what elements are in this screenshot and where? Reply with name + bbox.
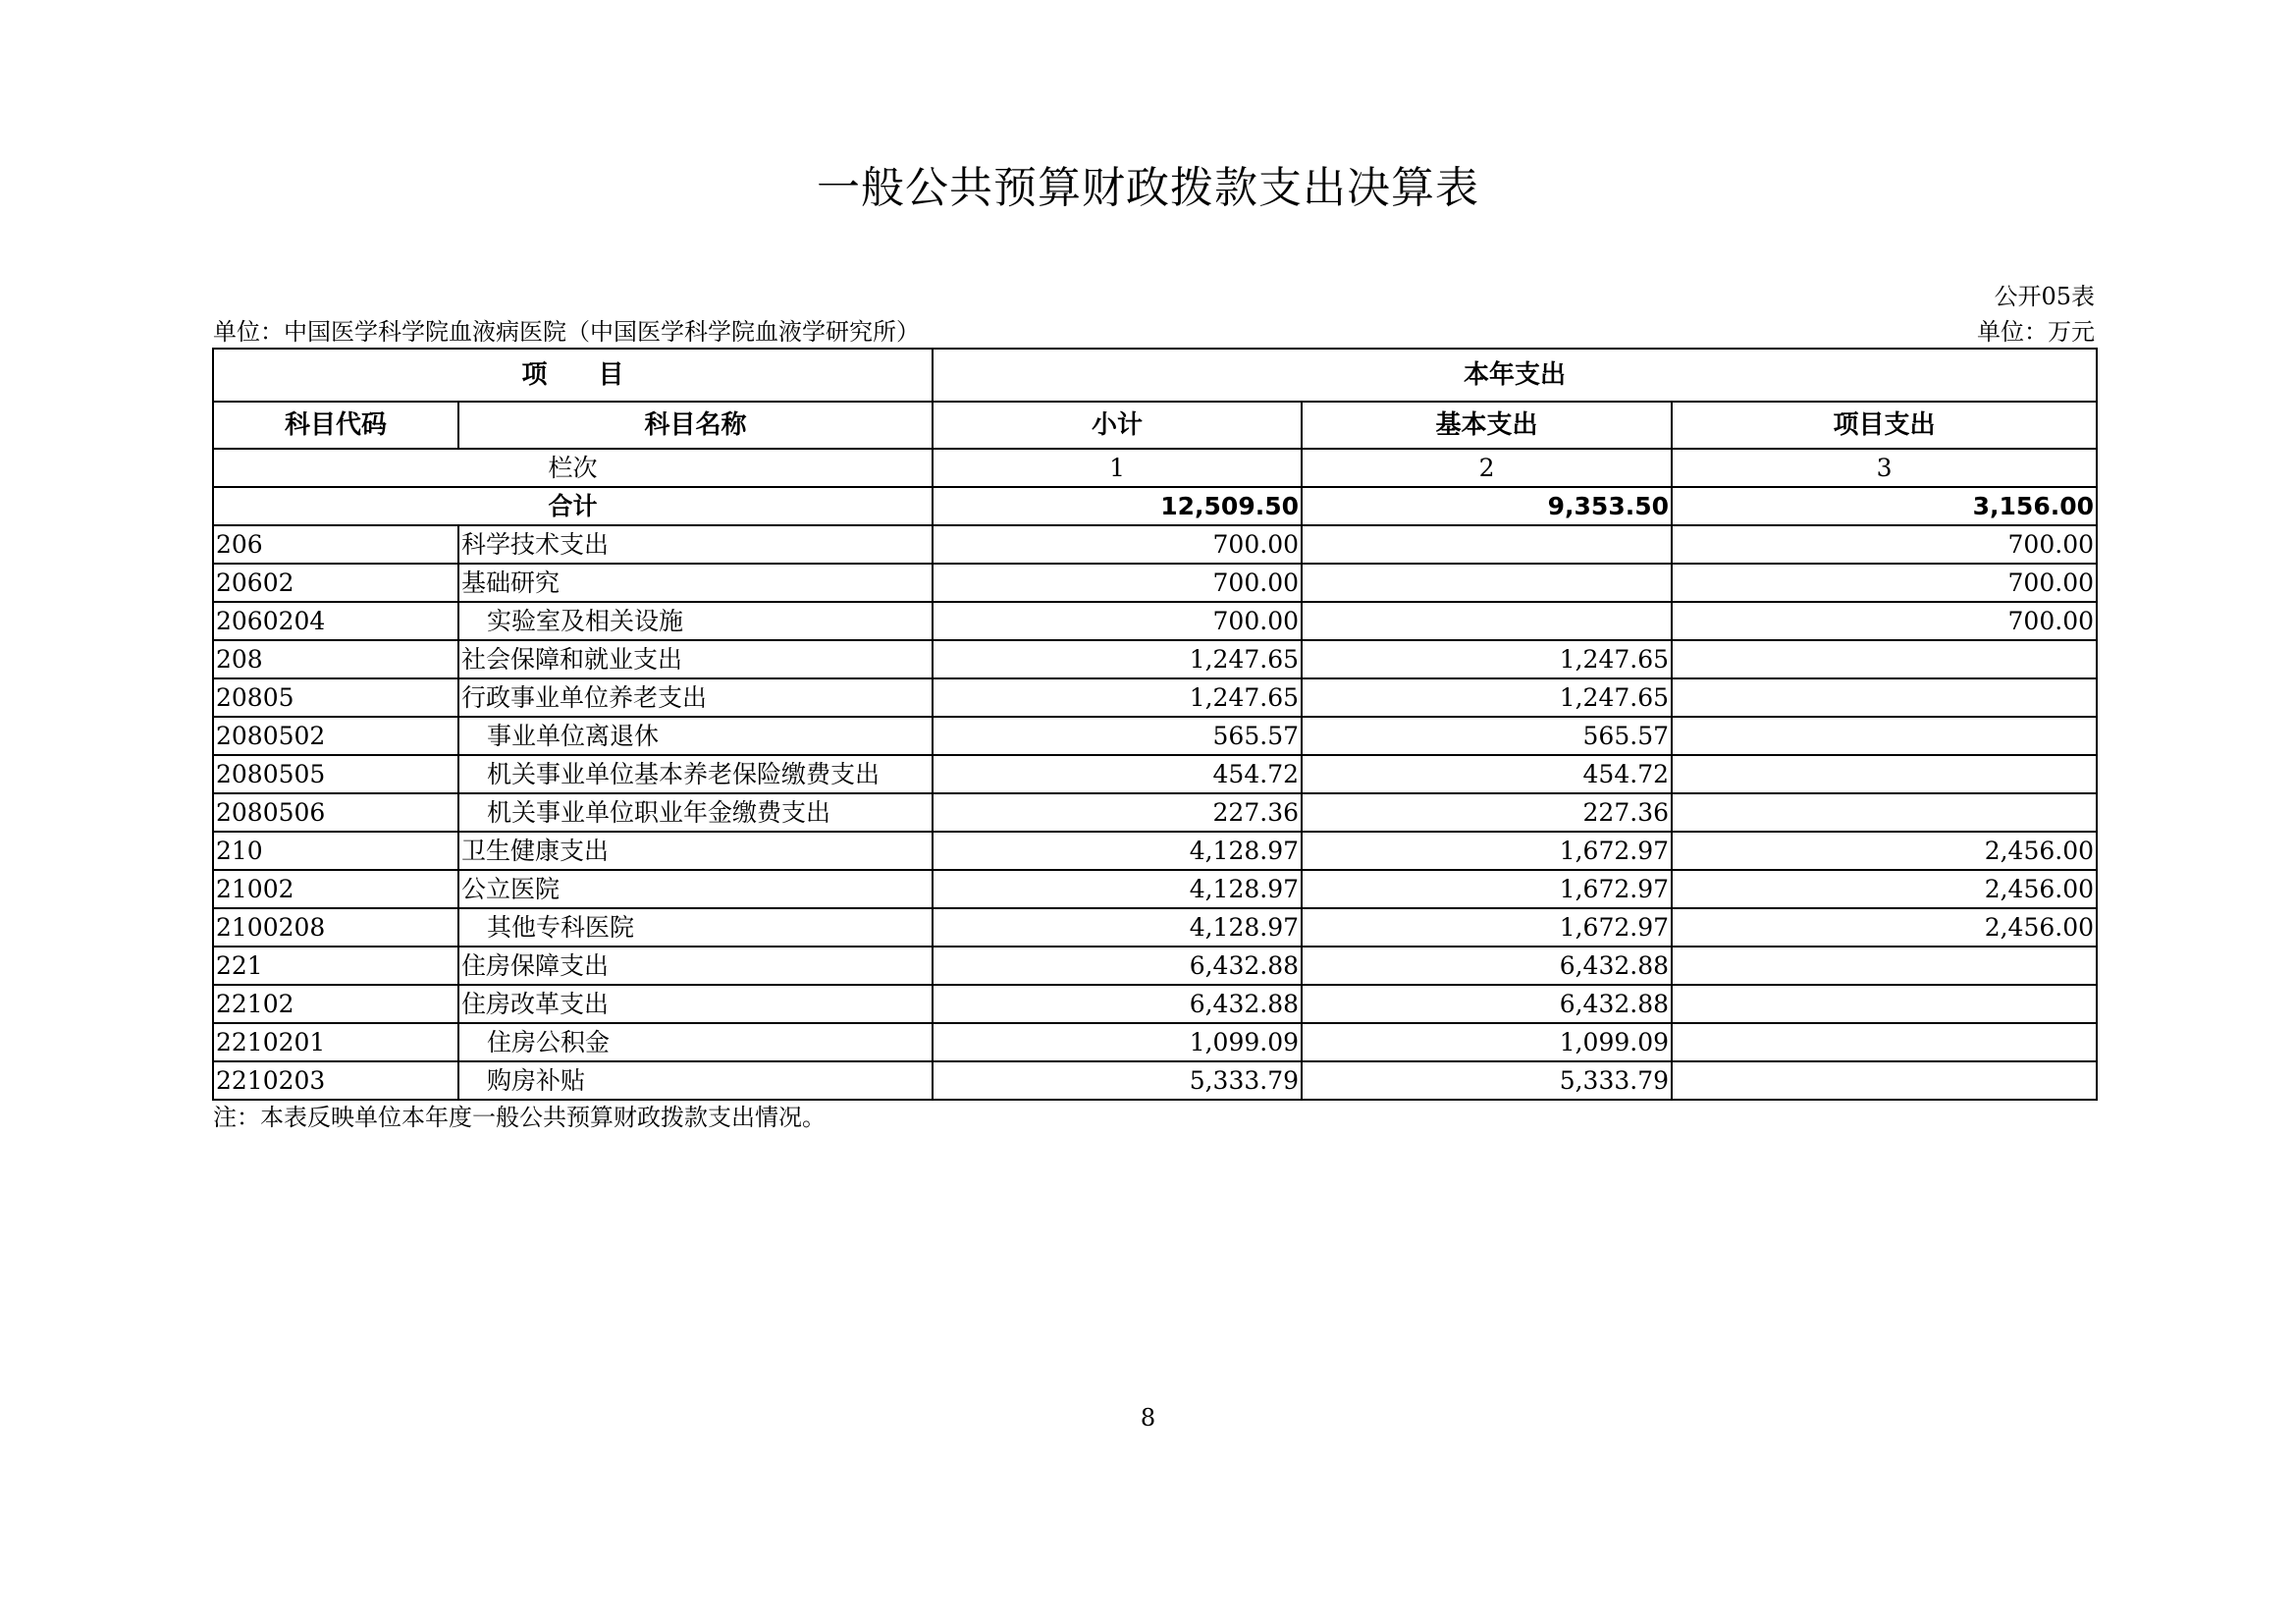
- row-project: [1672, 947, 2097, 985]
- row-code: 22102: [213, 985, 458, 1023]
- table-number: 公开05表: [1994, 283, 2095, 310]
- header-project: 项目支出: [1672, 402, 2097, 449]
- row-basic: 565.57: [1302, 717, 1672, 755]
- table-row: [213, 870, 2097, 908]
- table-row: [213, 525, 2097, 564]
- table-row: [213, 793, 2097, 832]
- header-name: 科目名称: [458, 402, 933, 449]
- row-subtotal: 4,128.97: [933, 832, 1302, 870]
- column-number-2: 2: [1302, 449, 1672, 487]
- row-name: 实验室及相关设施: [458, 602, 933, 640]
- row-project: 700.00: [1672, 564, 2097, 602]
- row-basic: 227.36: [1302, 793, 1672, 832]
- row-subtotal: 700.00: [933, 564, 1302, 602]
- row-basic: 1,672.97: [1302, 908, 1672, 947]
- row-subtotal: 4,128.97: [933, 870, 1302, 908]
- row-name: 行政事业单位养老支出: [458, 678, 933, 717]
- table-row: [213, 717, 2097, 755]
- row-basic: 6,432.88: [1302, 985, 1672, 1023]
- row-code: 20602: [213, 564, 458, 602]
- row-code: 210: [213, 832, 458, 870]
- row-code: 206: [213, 525, 458, 564]
- column-number-row: [213, 449, 2097, 487]
- row-subtotal: 700.00: [933, 602, 1302, 640]
- row-basic: 454.72: [1302, 755, 1672, 793]
- row-basic: 6,432.88: [1302, 947, 1672, 985]
- row-basic: 1,247.65: [1302, 678, 1672, 717]
- row-basic: 1,099.09: [1302, 1023, 1672, 1061]
- row-name: 卫生健康支出: [458, 832, 933, 870]
- unit-currency: 单位：万元: [1977, 318, 2095, 346]
- header-subtotal: 小计: [933, 402, 1302, 449]
- row-subtotal: 6,432.88: [933, 947, 1302, 985]
- row-subtotal: 454.72: [933, 755, 1302, 793]
- row-project: [1672, 678, 2097, 717]
- row-basic: [1302, 525, 1672, 564]
- row-name: 基础研究: [458, 564, 933, 602]
- row-basic: 1,247.65: [1302, 640, 1672, 678]
- row-project: 2,456.00: [1672, 908, 2097, 947]
- row-basic: 5,333.79: [1302, 1061, 1672, 1100]
- row-code: 208: [213, 640, 458, 678]
- page-title: 一般公共预算财政拨款支出决算表: [817, 163, 1479, 213]
- row-name: 住房改革支出: [458, 985, 933, 1023]
- header-code: 科目代码: [213, 402, 458, 449]
- row-code: 2060204: [213, 602, 458, 640]
- column-number-3: 3: [1672, 449, 2097, 487]
- row-name: 事业单位离退休: [458, 717, 933, 755]
- row-code: 2100208: [213, 908, 458, 947]
- row-subtotal: 4,128.97: [933, 908, 1302, 947]
- row-code: 2080502: [213, 717, 458, 755]
- row-basic: [1302, 564, 1672, 602]
- header-current-year: 本年支出: [933, 349, 2097, 402]
- row-project: [1672, 640, 2097, 678]
- header-row-1: [213, 349, 2097, 402]
- row-code: 20805: [213, 678, 458, 717]
- row-subtotal: 1,247.65: [933, 678, 1302, 717]
- row-subtotal: 1,099.09: [933, 1023, 1302, 1061]
- table-row: [213, 1023, 2097, 1061]
- row-name: 其他专科医院: [458, 908, 933, 947]
- row-subtotal: 227.36: [933, 793, 1302, 832]
- total-label: 合计: [213, 487, 933, 525]
- total-row: [213, 487, 2097, 525]
- row-project: [1672, 985, 2097, 1023]
- row-code: 2210201: [213, 1023, 458, 1061]
- row-code: 2080506: [213, 793, 458, 832]
- row-project: [1672, 717, 2097, 755]
- row-project: [1672, 1023, 2097, 1061]
- table-row: [213, 1061, 2097, 1100]
- expenditure-table: [212, 348, 2098, 1101]
- row-code: 21002: [213, 870, 458, 908]
- row-name: 购房补贴: [458, 1061, 933, 1100]
- header-item: 项 目: [213, 349, 933, 402]
- row-project: 700.00: [1672, 602, 2097, 640]
- row-name: 科学技术支出: [458, 525, 933, 564]
- total-project: 3,156.00: [1672, 487, 2097, 525]
- column-label: 栏次: [213, 449, 933, 487]
- row-basic: 1,672.97: [1302, 870, 1672, 908]
- total-subtotal: 12,509.50: [933, 487, 1302, 525]
- column-number-1: 1: [933, 449, 1302, 487]
- row-project: 2,456.00: [1672, 870, 2097, 908]
- row-project: 2,456.00: [1672, 832, 2097, 870]
- row-name: 住房公积金: [458, 1023, 933, 1061]
- table-row: [213, 755, 2097, 793]
- row-project: [1672, 793, 2097, 832]
- header-row-2: [213, 402, 2097, 449]
- table-row: [213, 832, 2097, 870]
- row-subtotal: 6,432.88: [933, 985, 1302, 1023]
- table-row: [213, 640, 2097, 678]
- row-name: 机关事业单位基本养老保险缴费支出: [458, 755, 933, 793]
- row-subtotal: 565.57: [933, 717, 1302, 755]
- unit-organization: 单位：中国医学科学院血液病医院（中国医学科学院血液学研究所）: [213, 318, 920, 346]
- row-subtotal: 700.00: [933, 525, 1302, 564]
- row-subtotal: 5,333.79: [933, 1061, 1302, 1100]
- table-row: [213, 564, 2097, 602]
- table-row: [213, 678, 2097, 717]
- row-name: 机关事业单位职业年金缴费支出: [458, 793, 933, 832]
- row-name: 住房保障支出: [458, 947, 933, 985]
- row-code: 221: [213, 947, 458, 985]
- table-note: 注：本表反映单位本年度一般公共预算财政拨款支出情况。: [213, 1104, 826, 1131]
- row-basic: [1302, 602, 1672, 640]
- row-subtotal: 1,247.65: [933, 640, 1302, 678]
- header-basic: 基本支出: [1302, 402, 1672, 449]
- row-basic: 1,672.97: [1302, 832, 1672, 870]
- row-code: 2080505: [213, 755, 458, 793]
- row-code: 2210203: [213, 1061, 458, 1100]
- row-project: [1672, 1061, 2097, 1100]
- total-basic: 9,353.50: [1302, 487, 1672, 525]
- table-row: [213, 908, 2097, 947]
- row-name: 公立医院: [458, 870, 933, 908]
- row-name: 社会保障和就业支出: [458, 640, 933, 678]
- row-project: 700.00: [1672, 525, 2097, 564]
- table-row: [213, 947, 2097, 985]
- table-row: [213, 602, 2097, 640]
- row-project: [1672, 755, 2097, 793]
- table-row: [213, 985, 2097, 1023]
- page-number: 8: [1140, 1404, 1156, 1432]
